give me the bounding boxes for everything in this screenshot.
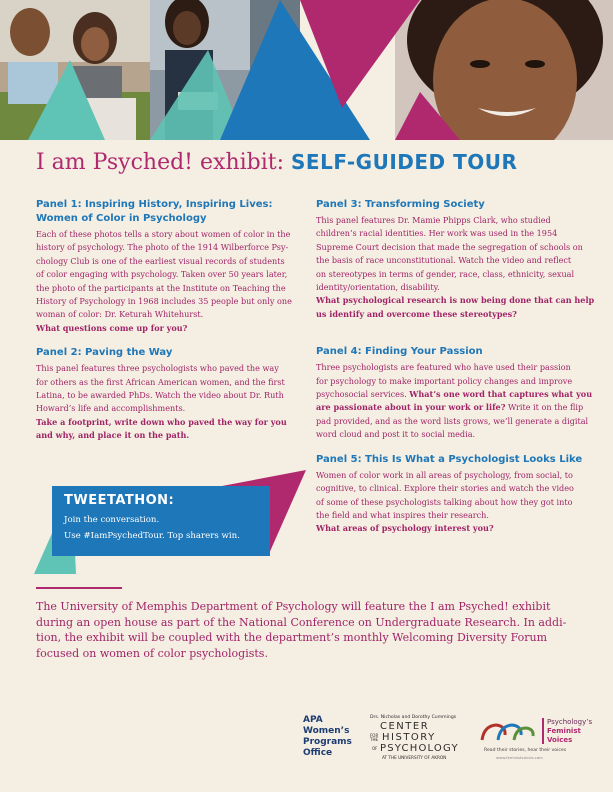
panel-3-line: children’s racial identities. Her work was used in the 1954 bbox=[316, 228, 558, 239]
center-logo-of: OF bbox=[372, 746, 378, 751]
panel-5 bbox=[316, 453, 598, 536]
panel-1-question: What questions come up for you? bbox=[36, 322, 188, 333]
left-column bbox=[36, 198, 298, 454]
pfv-line: Psychology’s bbox=[547, 718, 593, 726]
panel-3-line: the basis of race unconstitutional. Watch the video and reflect bbox=[316, 255, 572, 266]
panel-3-cta: What psychological research is now being done that can help bbox=[316, 295, 595, 306]
page-title bbox=[36, 150, 596, 175]
center-logo-for: FOR THE bbox=[370, 733, 379, 742]
panel-4 bbox=[316, 345, 598, 441]
panel-4-line: for psychology to make important policy changes and improve bbox=[316, 375, 573, 386]
title-part2: SELF-GUIDED TOUR bbox=[291, 150, 518, 174]
panel-1-line: woman of color: Dr. Keturah Whitehurst. bbox=[36, 309, 204, 320]
footer-line: The University of Memphis Department of Psychology will feature the I am Psyched! exhibit bbox=[36, 600, 551, 613]
panel-1-line: history of psychology. The photo of the 1914 Wilberforce Psy- bbox=[36, 242, 289, 253]
panel-4-line: Three psychologists are featured who have used their passion bbox=[316, 362, 571, 373]
feminist-voices-divider bbox=[542, 718, 544, 744]
feminist-voices-wordmark bbox=[547, 718, 592, 745]
panel-4-cta: are passionate about in your work or life? bbox=[316, 402, 506, 413]
footer-line: during an open house as part of the National Conference on Undergraduate Research. In addi- bbox=[36, 615, 567, 629]
center-logo-row2 bbox=[370, 732, 470, 743]
panel-1-line: Each of these photos tells a story about women of color in the bbox=[36, 229, 291, 239]
center-logo-line2: HISTORY bbox=[382, 732, 436, 743]
header-banner bbox=[0, 0, 613, 140]
panel-3 bbox=[316, 198, 598, 321]
panel-5-question: What areas of psychology interest you? bbox=[316, 523, 494, 534]
panel-4-text: psychosocial services. bbox=[316, 389, 410, 400]
tweetathon-line2: Use #IamPsychedTour. Top sharers win. bbox=[64, 531, 240, 541]
panel-1-line: History of Psychology in 1968 includes 35 people but only one bbox=[36, 296, 292, 307]
apa-logo-line: Programs bbox=[303, 737, 352, 747]
apa-logo-line: Women’s bbox=[303, 726, 350, 736]
panel-1-heading-line1: Panel 1: Inspiring History, Inspiring Lives: bbox=[36, 199, 273, 210]
panel-2-line: This panel features three psychologists who paved the way bbox=[36, 363, 279, 374]
apa-womens-programs-office-logo bbox=[303, 715, 359, 759]
footer-line: focused on women of color psychologists. bbox=[36, 646, 268, 660]
apa-logo-line: APA bbox=[303, 715, 323, 725]
panel-3-heading: Panel 3: Transforming Society bbox=[316, 199, 485, 210]
panel-3-line: This panel features Dr. Mamie Phipps Clark, who studied bbox=[316, 215, 551, 225]
panel-5-line: Women of color work in all areas of psychology, from social, to bbox=[316, 469, 573, 480]
panel-1-line: chology Club is one of the earliest visual records of students bbox=[36, 255, 285, 266]
panel-2 bbox=[36, 346, 298, 442]
tweetathon-line1: Join the conversation. bbox=[64, 515, 160, 525]
center-logo-line3: PSYCHOLOGY bbox=[380, 743, 459, 754]
feminist-voices-url: www.feministvoices.com bbox=[496, 755, 543, 760]
panel-5-line: of some of these psychologists talking about how they got into bbox=[316, 496, 573, 507]
panel-4-line bbox=[316, 388, 598, 401]
panel-4-text: Write it on the flip bbox=[505, 402, 584, 413]
footer-paragraph bbox=[36, 599, 584, 661]
panel-2-line: for others as the first African American women, and the first bbox=[36, 376, 285, 387]
tweetathon-heading: TWEETATHON: bbox=[64, 493, 175, 508]
panel-1 bbox=[36, 198, 298, 335]
feminist-voices-speech-icon bbox=[478, 720, 538, 744]
feminist-voices-tagline: Read their stories, hear their voices bbox=[484, 748, 567, 753]
panel-3-line: on stereotypes in terms of gender, race, class, ethnicity, sexual bbox=[316, 268, 575, 279]
pfv-line: Voices bbox=[547, 736, 573, 744]
center-logo-top: Drs. Nicholas and Dorothy Cummings bbox=[370, 715, 457, 720]
panel-3-line: identity/orientation, disability. bbox=[316, 282, 440, 293]
panel-5-line: the field and what inspires their research. bbox=[316, 509, 489, 520]
panel-4-line: pad provided, and as the word lists grows, we’ll generate a digital bbox=[316, 415, 589, 426]
center-logo-bottom: AT THE UNIVERSITY OF AKRON bbox=[382, 755, 447, 760]
panel-2-heading: Panel 2: Paving the Way bbox=[36, 347, 173, 359]
apa-logo-line: Office bbox=[303, 748, 333, 758]
right-column bbox=[316, 198, 598, 547]
panel-3-cta: us identify and overcome these stereotypes? bbox=[316, 308, 517, 319]
panel-4-line bbox=[316, 401, 598, 414]
panel-5-line: cognitive, to clinical. Explore their stories and watch the video bbox=[316, 483, 574, 494]
panel-4-cta: What’s one word that captures what you bbox=[409, 389, 593, 400]
panel-2-cta: Take a footprint, write down who paved the way for you bbox=[36, 416, 287, 427]
center-logo-line1: CENTER bbox=[380, 721, 430, 732]
panel-4-heading: Panel 4: Finding Your Passion bbox=[316, 346, 483, 358]
panel-1-line: the photo of the participants at the Institute on Teaching the bbox=[36, 282, 286, 293]
panel-5-heading: Panel 5: This Is What a Psychologist Looks Like bbox=[316, 453, 583, 465]
pfv-line: Feminist bbox=[547, 727, 581, 735]
panel-3-line: Supreme Court decision that made the segregation of schools on bbox=[316, 241, 583, 252]
footer-line: tion, the exhibit will be coupled with the department’s monthly Welcoming Diversity Forum bbox=[36, 631, 547, 644]
panel-2-line: Howard’s life and accomplishments. bbox=[36, 403, 186, 414]
title-part1: I am Psyched! exhibit: bbox=[36, 150, 285, 175]
panel-2-line: Latina, to be awarded PhDs. Watch the video about Dr. Ruth bbox=[36, 390, 284, 401]
divider bbox=[36, 587, 122, 589]
panel-1-heading bbox=[36, 198, 298, 226]
panel-2-cta: and why, and place it on the path. bbox=[36, 430, 190, 441]
panel-4-line: word cloud and post it to social media. bbox=[316, 429, 476, 440]
panel-1-line: of color engaging with psychology. Taken over 50 years later, bbox=[36, 269, 288, 280]
banner-collage bbox=[0, 0, 613, 140]
center-history-psychology-logo bbox=[370, 714, 470, 761]
panel-1-heading-line2: Women of Color in Psychology bbox=[36, 213, 207, 224]
center-logo-row3 bbox=[370, 743, 470, 754]
tweetathon-box bbox=[52, 486, 270, 556]
